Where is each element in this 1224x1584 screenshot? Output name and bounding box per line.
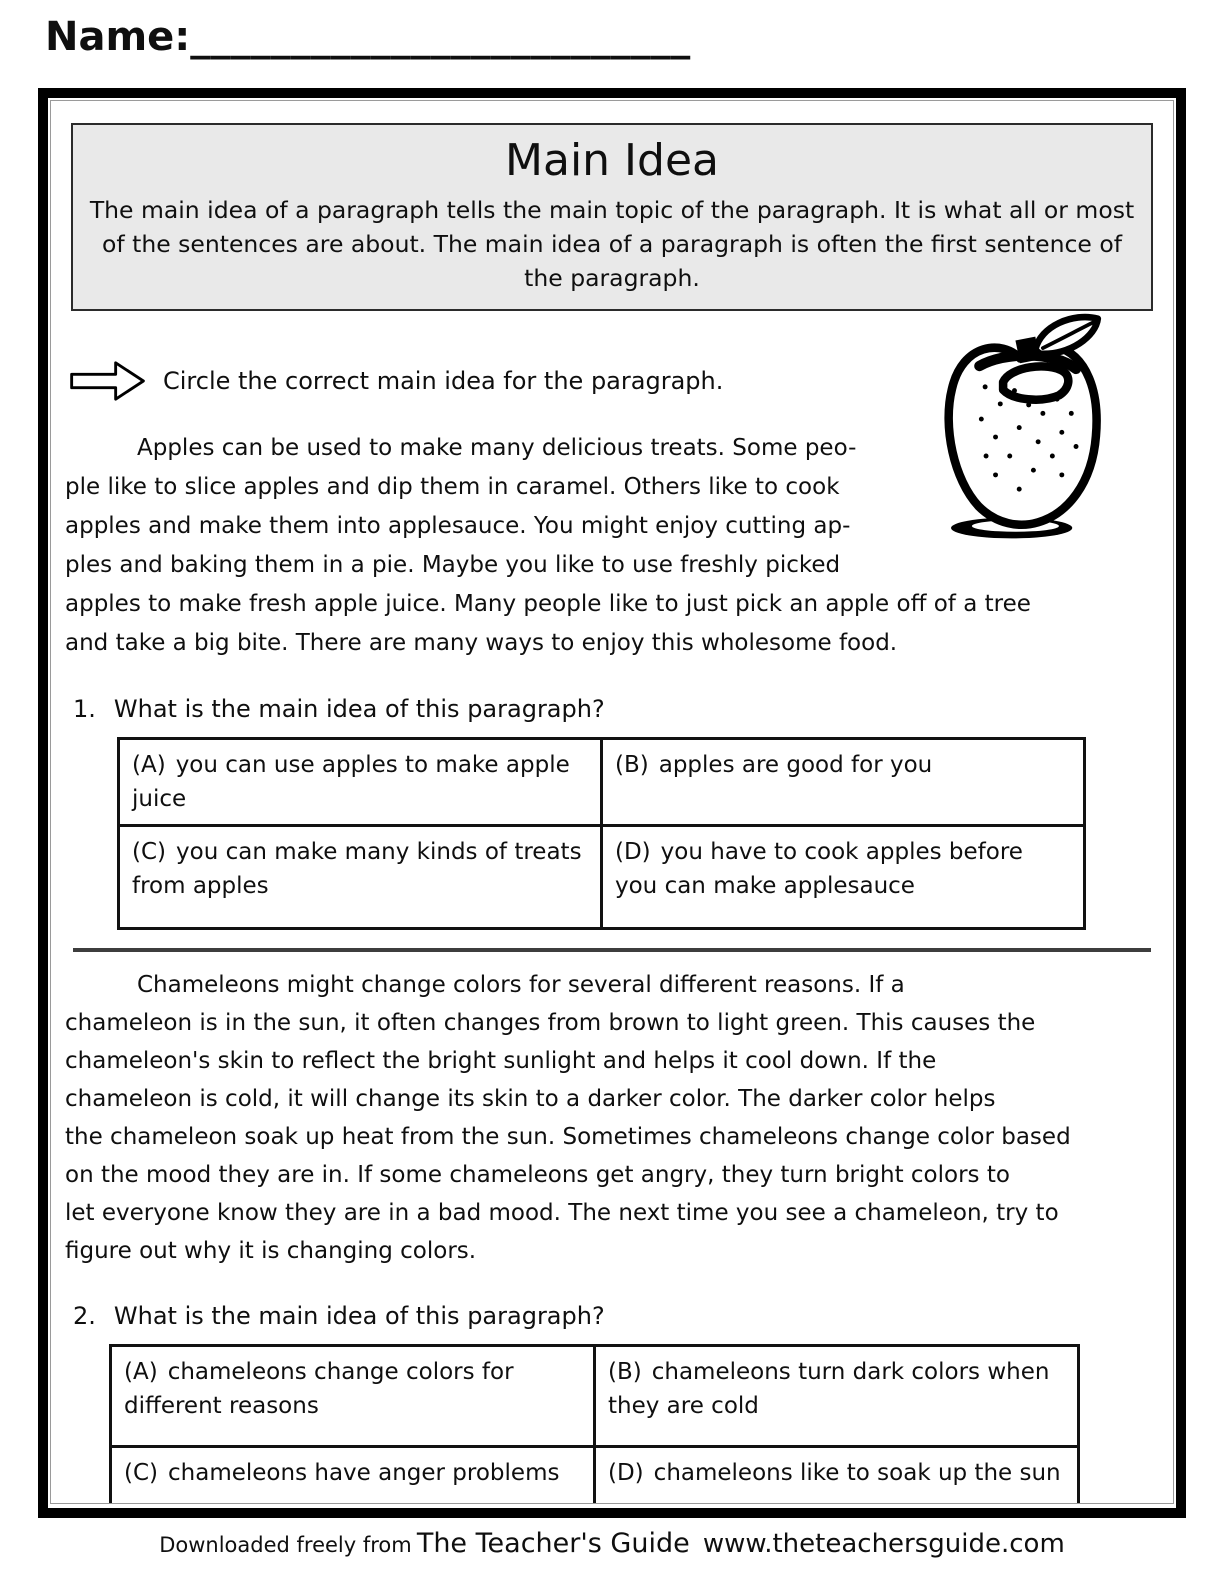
passage-line: ples and baking them in a pie. Maybe you like to use freshly picked [65,552,841,578]
choice-text: you can make many kinds of treats from apples [132,839,582,899]
choice-cell-a[interactable] [111,1346,595,1447]
passage-line: Chameleons might change colors for several different reasons. If a [137,972,905,998]
choice-text: you have to cook apples before you can make applesauce [615,839,1023,899]
choice-cell-d[interactable] [595,1447,1079,1505]
choice-text: apples are good for you [658,752,933,778]
name-row [45,14,690,60]
choice-label: (B) [608,1359,642,1385]
footer-url: www.theteachersguide.com [702,1529,1065,1559]
choice-label: (D) [608,1460,644,1486]
question-number: 2. [73,1302,96,1330]
name-blank-line: _________________________ [190,14,691,60]
section-divider [73,948,1151,952]
table-row [111,1346,1079,1447]
title-description: The main idea of a paragraph tells the main topic of the paragraph. It is what all or most of the sentences are about. The main idea of a paragraph is often the first sentence of the paragraph. [89,196,1135,292]
choice-label: (A) [132,752,166,778]
passage-line: let everyone know they are in a bad mood. The next time you see a chameleon, try to [65,1200,1059,1226]
choice-cell-b[interactable] [595,1346,1079,1447]
passage-line: chameleon is in the sun, it often changes from brown to light green. This causes the [65,1010,1036,1036]
question-text: What is the main idea of this paragraph? [113,695,605,723]
choice-cell-d[interactable] [602,826,1085,929]
page-title: Main Idea [505,135,719,186]
choice-cell-c[interactable] [119,826,602,929]
table-row [111,1447,1079,1505]
choice-text: chameleons like to soak up the sun [653,1460,1061,1486]
choice-cell-a[interactable] [119,739,602,826]
apple-line-drawing [925,313,1121,545]
passage-line: Apples can be used to make many delicious treats. Some peo- [137,435,857,461]
choice-label: (A) [124,1359,158,1385]
choice-label: (B) [615,752,649,778]
passage-line: ple like to slice apples and dip them in caramel. Others like to cook [65,474,840,500]
choice-text: chameleons turn dark colors when they are cold [608,1359,1050,1419]
choice-label: (C) [124,1460,159,1486]
instruction-text: Circle the correct main idea for the paragraph. [163,367,724,395]
choice-cell-b[interactable] [602,739,1085,826]
choice-text: you can use apples to make apple juice [132,752,570,812]
choice-label: (D) [615,839,651,865]
table-row [119,739,1085,826]
passage-line: apples and make them into applesauce. You might enjoy cutting ap- [65,513,851,539]
passage-line: and take a big bite. There are many ways to enjoy this wholesome food. [65,630,898,656]
footer-brand: The Teacher's Guide [416,1528,690,1559]
choice-label: (C) [132,839,167,865]
passage-chameleons [65,966,1159,1270]
passage-line: apples to make fresh apple juice. Many people like to just pick an apple off of a tree [65,591,1031,617]
table-row [119,826,1085,929]
passage-line: on the mood they are in. If some chameleons get angry, they turn bright colors to [65,1162,1010,1188]
question-2 [73,1302,1173,1330]
question-text: What is the main idea of this paragraph? [113,1302,605,1330]
passage-line: figure out why it is changing colors. [65,1238,477,1264]
name-label: Name: [45,14,191,60]
right-arrow-icon [67,359,149,403]
passage-line: chameleon is cold, it will change its skin to a darker color. The darker color helps [65,1086,996,1112]
title-box [71,123,1153,311]
question-1-choices-table [117,737,1086,930]
question-number: 1. [73,695,96,723]
passage-line: chameleon's skin to reflect the bright sunlight and helps it cool down. If the [65,1048,937,1074]
worksheet-frame-inner [50,100,1174,1504]
footer-prefix: Downloaded freely from [159,1533,412,1557]
choice-cell-c[interactable] [111,1447,595,1505]
footer [0,1528,1224,1559]
question-2-choices-table [109,1344,1080,1504]
worksheet-frame [38,88,1186,1518]
choice-text: chameleons have anger problems [168,1460,560,1486]
passage-line: the chameleon soak up heat from the sun. Sometimes chameleons change color based [65,1124,1071,1150]
question-1 [73,695,1173,723]
choice-text: chameleons change colors for different reasons [124,1359,514,1419]
